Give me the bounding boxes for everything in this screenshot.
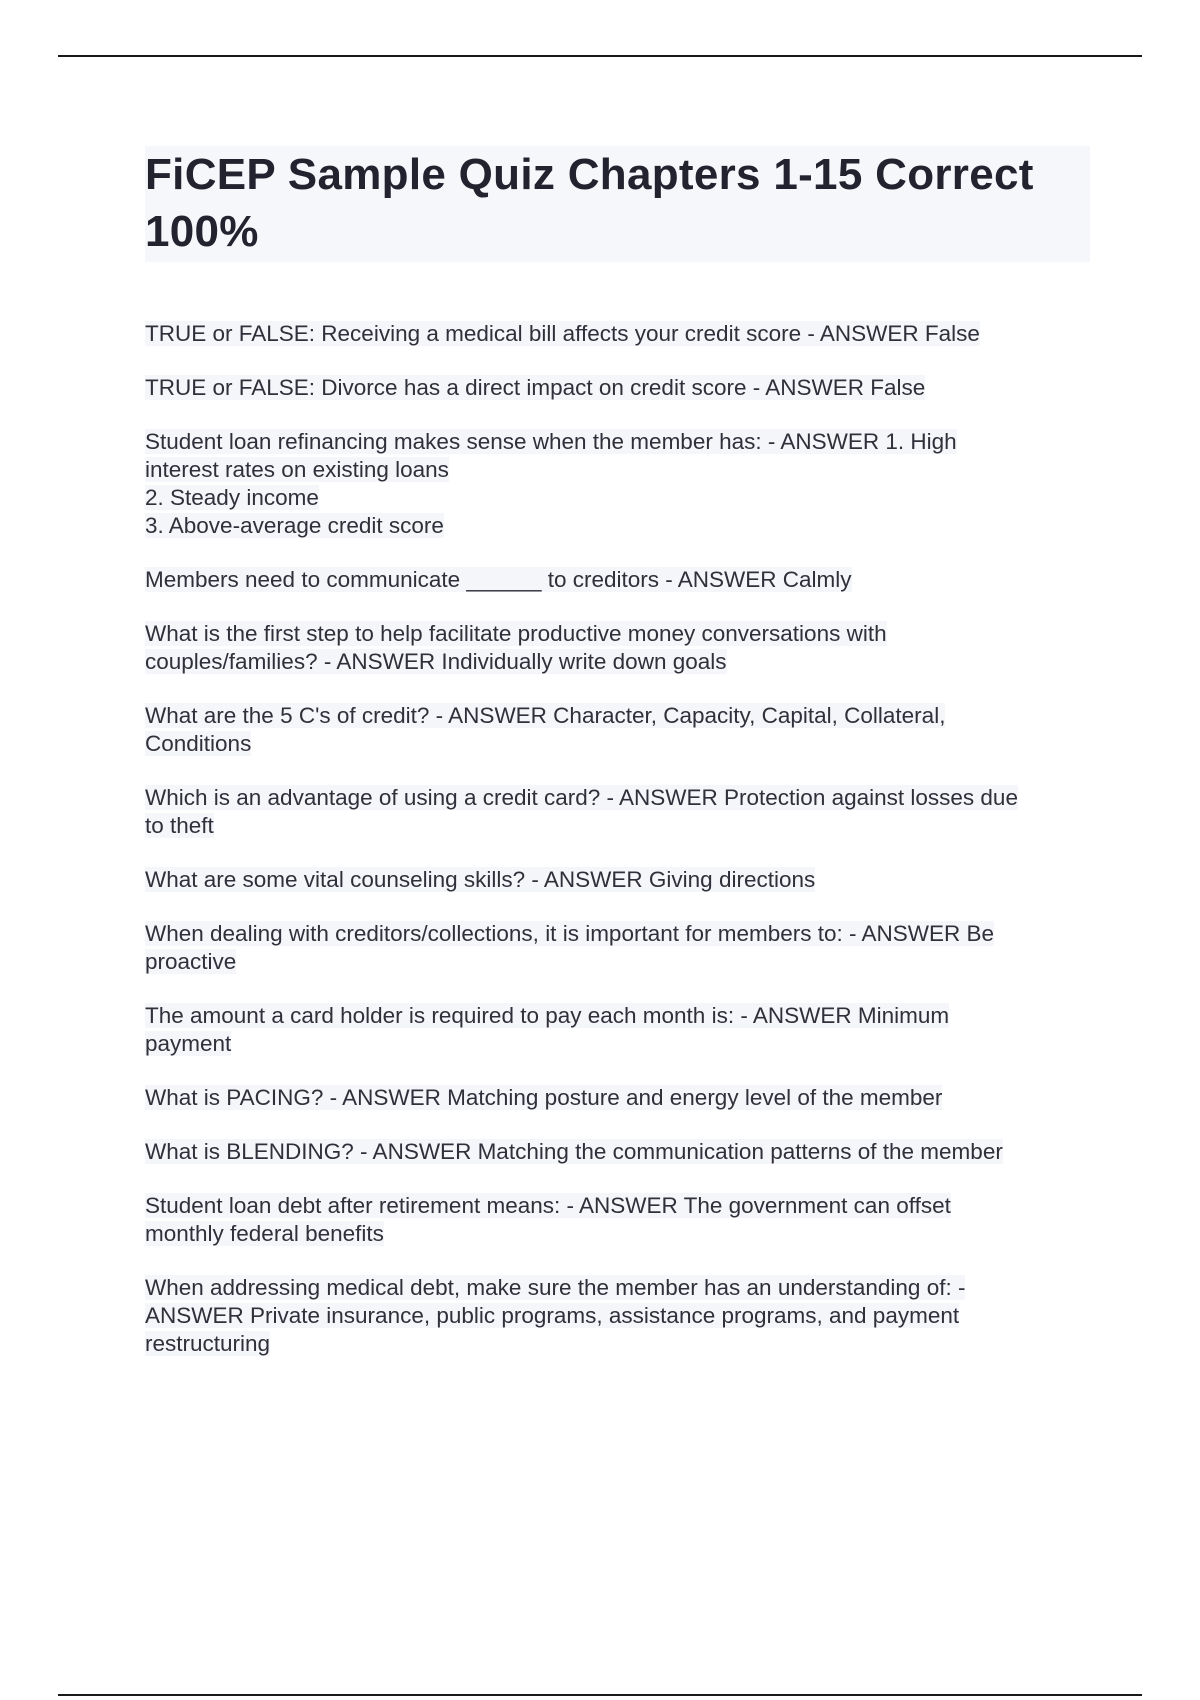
qa-text: When addressing medical debt, make sure the member has an understanding of: - ANSWER Private insurance, public programs, assistance programs, and payment restructuring: [145, 1275, 966, 1356]
qa-item: [145, 428, 1090, 540]
qa-text: What is PACING? - ANSWER Matching posture and energy level of the member: [145, 1085, 943, 1110]
qa-item: [145, 1084, 1090, 1112]
qa-item: [145, 920, 1090, 976]
qa-text: Student loan refinancing makes sense when the member has: - ANSWER 1. High interest rates on existing loans 2. Steady income 3. Above-average credit score: [145, 429, 957, 538]
qa-text: Which is an advantage of using a credit card? - ANSWER Protection against losses due to theft: [145, 785, 1018, 838]
document-body: [145, 146, 1090, 1384]
qa-text: TRUE or FALSE: Receiving a medical bill affects your credit score - ANSWER False: [145, 321, 980, 346]
qa-item: [145, 702, 1090, 758]
qa-item: [145, 784, 1090, 840]
qa-item: [145, 620, 1090, 676]
top-rule: [58, 55, 1142, 57]
qa-text: The amount a card holder is required to pay each month is: - ANSWER Minimum payment: [145, 1003, 950, 1056]
page-title: FiCEP Sample Quiz Chapters 1-15 Correct 100%: [145, 150, 1034, 256]
qa-list: [145, 320, 1090, 1358]
qa-item: [145, 1192, 1090, 1248]
qa-item: [145, 374, 1090, 402]
qa-item: [145, 1274, 1090, 1358]
qa-text: What is the first step to help facilitate productive money conversations with couples/families? - ANSWER Individually write down goals: [145, 621, 887, 674]
qa-text: Members need to communicate ______ to creditors - ANSWER Calmly: [145, 567, 852, 592]
qa-item: [145, 1002, 1090, 1058]
qa-item: [145, 566, 1090, 594]
qa-text: Student loan debt after retirement means: - ANSWER The government can offset monthly federal benefits: [145, 1193, 951, 1246]
title-block: [145, 146, 1090, 262]
qa-item: [145, 1138, 1090, 1166]
qa-text: What are some vital counseling skills? - ANSWER Giving directions: [145, 867, 816, 892]
qa-item: [145, 320, 1090, 348]
qa-text: When dealing with creditors/collections, it is important for members to: - ANSWER Be proactive: [145, 921, 995, 974]
qa-text: What are the 5 C's of credit? - ANSWER Character, Capacity, Capital, Collateral, Conditions: [145, 703, 946, 756]
qa-text: What is BLENDING? - ANSWER Matching the communication patterns of the member: [145, 1139, 1003, 1164]
qa-item: [145, 866, 1090, 894]
qa-text: TRUE or FALSE: Divorce has a direct impact on credit score - ANSWER False: [145, 375, 926, 400]
bottom-rule: [58, 1694, 1142, 1696]
